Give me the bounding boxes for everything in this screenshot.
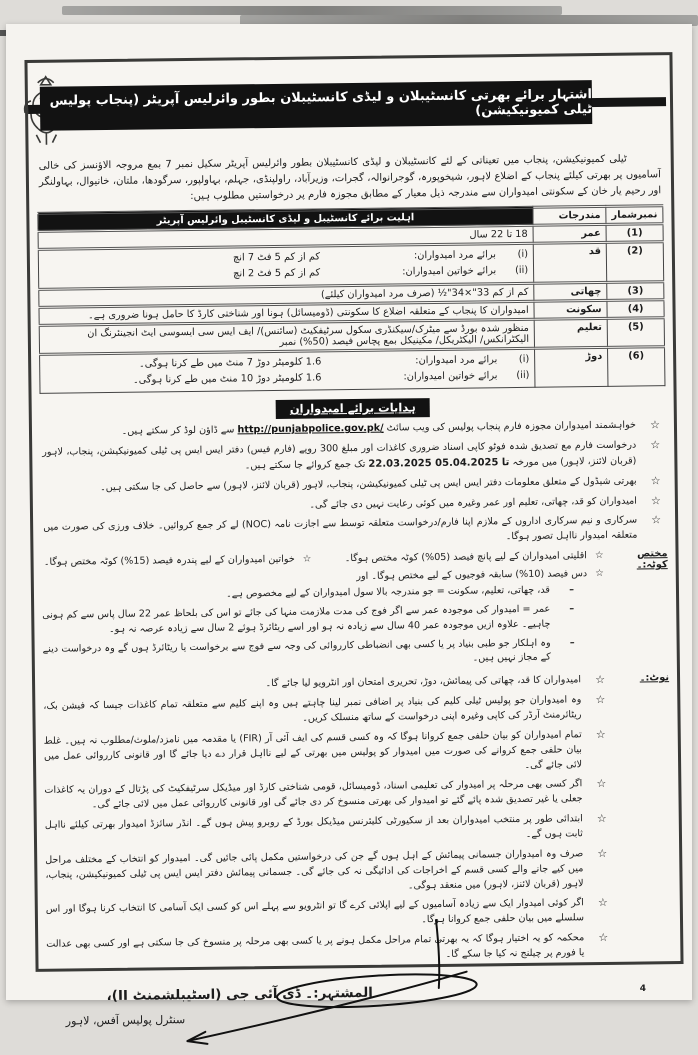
star-bullet-icon: ☆: [650, 493, 661, 507]
text-segment: خواہشمند امیدواران مجوزہ فارم پنجاب پولیس کی ویب سائٹ: [386, 419, 637, 434]
star-bullet-icon: ☆: [597, 896, 608, 910]
list-item: [42, 438, 660, 476]
page-number: 4: [639, 984, 646, 994]
instructions-heading: ہدایات برائے امیدواران: [276, 398, 430, 419]
star-bullet-icon: ☆: [650, 438, 661, 452]
quota-body: [42, 549, 605, 676]
star-bullet-icon: ☆: [598, 931, 609, 945]
row-label: چھاتی: [534, 282, 607, 301]
star-bullet-icon: ☆: [651, 513, 662, 527]
document-frame: [24, 52, 683, 1028]
text-segment: درخواست فارم مع تصدیق شدہ فوٹو کاپی اسناد ضروری کاغذات اور مبلغ 300 روپے (فارم فیس) دفتر ایس ایس پی ٹیلی کمیونیکیشن، پنجاب، لاہور (قربان لائنز، لاہور) میں مورخہ: [42, 439, 637, 468]
quota-dash-list: [42, 583, 575, 672]
sub-num: (i): [517, 248, 529, 260]
row-label: سکونت: [534, 300, 607, 319]
scanned-page: [6, 24, 692, 1028]
row-value: منظور شدہ بورڈ سے میٹرک/سیکنڈری سکول سرٹیفکیٹ (سائنس)/ ایف ایس سی ایسوسی ایٹ انجینئرنگ ان الیکٹرانکس/ الیکٹریکل/ مکینیکل بمع پچاس فیصد (50%) نمبر: [39, 319, 534, 354]
list-item: [43, 494, 661, 516]
note-section: [43, 672, 673, 972]
list-item: [42, 418, 660, 440]
list-item: [43, 474, 661, 496]
row-label: عمر: [533, 224, 606, 243]
row-num: (2): [606, 241, 663, 282]
row-label: تعلیم: [534, 318, 607, 348]
note-body: [43, 673, 609, 972]
sub-value: 1.6 کلومیٹر دوڑ 10 منٹ میں طے کرنا ہوگی۔: [132, 372, 322, 387]
star-bullet-icon: ☆: [650, 473, 661, 488]
dash-text: وہ اہلکار جو طبی بنیاد پر یا کسی بھی انضباطی کارروائی کی وجہ سے فوج سے برخواست یا ریٹائرڈ ہوں گے وہ درخواست دینے کے مجاز نہیں ہیں۔: [42, 637, 551, 664]
row-num: (5): [607, 318, 664, 348]
quota-women: [42, 553, 312, 571]
instructions-list: [40, 418, 667, 551]
note-text: ابتدائی طور پر منتخب امیدواران بعد از سکیورٹی کلیئرنس میڈیکل بورڈ کے روبرو پیش ہوں گے۔ انڈر سائزڈ امیدوار بھرتی کیلئے نااہل ثابت ہوں گے۔: [44, 813, 584, 840]
quota-text: خواتین امیدواران کے لیے پندرہ فیصد (15%) کوٹہ مختص ہوگا۔: [43, 553, 295, 568]
dash-text: قد، چھاتی، تعلیم، سکونت = جو مندرجہ بالا سول امیدواران کے لیے مخصوص ہے۔: [226, 584, 551, 600]
star-bullet-icon: ☆: [597, 846, 608, 860]
punjabpolice-website-link[interactable]: http://punjabpolice.gov.pk/: [237, 422, 384, 436]
sub-value: کم از کم 5 فٹ 2 انچ: [233, 267, 321, 280]
eligibility-table: [37, 204, 665, 394]
text-segment: سے ڈاؤن لوڈ کر سکتے ہیں۔: [121, 424, 235, 437]
text-segment: تک جمع کروائے جا سکتے ہیں۔: [244, 458, 366, 472]
dash-bullet-icon: –: [569, 636, 575, 648]
instruction-text: سرکاری و نیم سرکاری اداروں کے ملازم اپنا فارم/درخواست متعلقہ توسط سے اجازت نامہ (NOC) لے کر جمع کروائیں۔ خلاف ورزی کی صورت میں متعلقہ امیدوار نااہل تصور ہوگا۔: [43, 514, 638, 543]
row-value: کم از کم ‏33"×34"½‏ (صرف مرد امیدواران کیلئے): [39, 283, 534, 307]
table-row: [40, 347, 665, 394]
note-text: اگر کوئی امیدوار ایک سے زیادہ آسامیوں کے لیے اپلائی کرے گا تو انٹرویو سے پہلے اس کو کسی ایک آسامی کا انتخاب کرنا ہوگا اور اس سلسلے میں بیان حلفی جمع کروانا ہوگا۔: [45, 897, 585, 926]
star-bullet-icon: ☆: [302, 553, 312, 565]
col-serial: نمبرشمار: [606, 205, 663, 224]
star-bullet-icon: ☆: [595, 693, 606, 707]
advertisement-title: اشتہار برائے بھرتی کانسٹیبلان و لیڈی کانسٹیبلان بطور وائرلیس آپریٹر (پنجاب پولیس ٹیلی کمیونیکیشن): [40, 80, 592, 131]
list-item: [44, 777, 606, 814]
star-bullet-icon: ☆: [595, 567, 604, 579]
list-item: [45, 812, 607, 849]
instruction-text: بھرتی شیڈول کے متعلق معلومات دفتر ایس ایس پی ٹیلی کمیونیکیشن، پنجاب، لاہور (قربان لائنز، لاہور) سے حاصل کی جا سکتی ہیں۔: [100, 475, 637, 493]
advertiser-designation: المشتہر:۔ ڈی آئی جی (اسٹیبلشمنٹ II)،: [106, 984, 373, 1004]
instruction-text: [42, 439, 636, 477]
list-item: [44, 728, 607, 779]
sub-label: برائے خواتین امیدواران:: [403, 370, 498, 383]
quota-text: اقلیتی امیدواران کے لیے پانچ فیصد (05%) کوٹہ مختص ہوگا۔: [344, 550, 588, 565]
row-value: 18 تا 22 سال: [38, 225, 533, 249]
sub-label: برائے خواتین امیدواران:: [402, 265, 497, 278]
note-text: اگر کسی بھی مرحلہ پر امیدوار کی تعلیمی اسناد، ڈومیسائل، قومی شناختی کارڈ اور میڈیکل سرٹیفکیٹ کی پڑتال کے دوران یہ کاغذات جعلی یا غیر تصدیق شدہ پائے گئے تو امیدوار کی بھرتی منسوخ کر دی جائے گی اور قانونی کارروائی عمل میں لائی جائے گی۔: [44, 778, 583, 811]
list-item: [43, 693, 605, 730]
star-bullet-icon: ☆: [595, 727, 606, 741]
dash-text: عمر = امیدوار کی موجودہ عمر سے اگر فوج کی مدت ملازمت منہا کی جائے تو اس کی بلحاظ عمر 22 سال پاس سے کم ہونی چاہیے۔ علاوہ ازیں موجودہ عمر 40 سال سے زیادہ نہ ہو اور اسے ریٹائرڈ ہوئے 2 سال سے زیادہ عرصہ نہ ہو۔: [42, 603, 551, 635]
list-item: [43, 636, 575, 672]
star-bullet-icon: ☆: [596, 812, 607, 826]
sub-num: (i): [518, 353, 530, 365]
note-text: محکمہ کو یہ اختیار ہوگا کہ یہ بھرتی تمام مراحل مکمل ہونے پر یا کسی بھی مرحلہ پر منسوخ کی جا سکتی ہے اور کسی بھی عدالت یا فورم پر چیلنج نہ کیا جا سکے گا۔: [46, 932, 585, 960]
dash-bullet-icon: –: [569, 603, 575, 615]
submission-dates: 22.03.2025 تا 05.04.2025: [368, 456, 510, 470]
quota-section: [42, 548, 669, 676]
row-label: قد: [533, 242, 606, 283]
instructions-heading-wrap: [40, 393, 666, 422]
list-item: [45, 847, 608, 898]
quota-text: دس فیصد (10%) سابقہ فوجیوں کے لیے مختص ہوگا۔ اور: [356, 567, 588, 582]
list-item: [46, 896, 608, 933]
document-header: [36, 61, 663, 157]
note-text: صرف وہ امیدواران جسمانی پیمائش کے اہل ہوں گے جن کی درخواستیں مکمل پائی جائیں گی۔ امیدوار کو انتخاب کے مختلف مراحل میں کیے جانے والے کسی قسم کے اخراجات کی ادائیگی نہ کی جائے گی۔ جسمانی پیمائش دفتر ایس ایس پی ٹیلی کمیونیکیشن، پنجاب، لاہور (قربان لائنز، لاہور) میں منعقد ہوگی۔: [45, 848, 584, 891]
title-banner-wrap: [40, 80, 592, 131]
banner-rule-right: [588, 97, 666, 107]
intro-paragraph: [39, 151, 662, 207]
row-num: (1): [606, 223, 663, 242]
row-num: (4): [607, 300, 664, 319]
col-contents: مندرجات: [533, 206, 606, 225]
list-item: [42, 602, 574, 638]
sub-value: کم از کم 5 فٹ 7 انچ: [232, 250, 321, 264]
instruction-text: امیدواران کو قد، چھاتی، تعلیم اور عمر وغیرہ میں کوئی رعایت نہیں دی جائے گی۔: [309, 495, 637, 511]
list-item: [43, 514, 661, 551]
quota-minority: [311, 549, 603, 567]
quota-label: مختص کوٹہ:۔: [636, 548, 668, 571]
list-item: [46, 931, 608, 968]
scan-artifact-streak: [62, 6, 562, 15]
row-label: دوڑ: [535, 347, 608, 387]
sub-num: (ii): [515, 265, 529, 277]
star-bullet-icon: ☆: [596, 777, 607, 791]
row-num: (6): [608, 347, 665, 387]
sub-value: 1.6 کلومیٹر دوڑ 7 منٹ میں طے کرنا ہوگی۔: [138, 356, 322, 370]
row-value: امیدواران کا پنجاب کے متعلقہ اضلاع کا سکونتی (ڈومیسائل) ہونا اور شناختی کارڈ کا حامل ہونا ضروری ہے۔: [39, 301, 534, 325]
intro-text: ٹیلی کمیونیکیشن، پنجاب میں تعیناتی کے لئے کانسٹیبلان و لیڈی کانسٹیبلان بطور وائرلیس آپریٹر سکیل نمبر 7 بمع مروجہ الاؤنسز کی خالی آسامیوں پر بھرتی کیلئے پنجاب کے اضلاع لاہور، شیخوپورہ، گوجرانوالہ، گجرات، وزیرآباد، راولپنڈی، جہلم، بہاولپور، سرگودھا، ملتان، خانیوال، بہاولنگر اور رحیم یار خان کے سکونتی امیدواران سے مندرجہ ذیل معیار کے مطابق مجوزہ فارم پر درخواستیں مطلوب ہیں:: [38, 153, 662, 203]
sub-num: (ii): [516, 370, 530, 382]
note-text: امیدواران کا قد، چھاتی کی پیمائش، دوڑ، تحریری امتحان اور انٹرویو لیا جائے گا۔: [265, 674, 582, 690]
row-num: (3): [607, 282, 664, 301]
list-item: [43, 673, 605, 695]
star-bullet-icon: ☆: [650, 418, 661, 432]
star-bullet-icon: ☆: [595, 673, 606, 687]
note-text: وہ امیدواران جو پولیس ٹیلی کلیم کی بنیاد پر اضافی نمبر لینا چاہتے ہیں وہ اپنے کلیم سے متعلقہ تمام کاغذات جیسا کہ فیشن بک، ریٹائرمنٹ آرڈر کی کاپی وغیرہ اپنی درخواست کے ساتھ منسلک کریں۔: [43, 694, 582, 724]
instruction-text: [42, 419, 636, 441]
sub-label: برائے مرد امیدواران:: [415, 354, 498, 367]
col-eligibility: اہلیت برائے کانسٹیبل و لیڈی کانسٹیبل وائرلیس آپریٹر: [38, 207, 533, 231]
note-label: نوٹ:۔: [639, 672, 670, 684]
signature-block: [47, 967, 674, 1049]
star-bullet-icon: ☆: [594, 550, 604, 562]
sub-label: برائے مرد امیدواران:: [413, 248, 497, 261]
dash-bullet-icon: –: [569, 584, 575, 596]
note-text: تمام امیدواران کو بیان حلفی جمع کروانا ہوگا کہ وہ کسی قسم کی ایف آئی آر (FIR) یا مقدمہ میں نامزد/ملوث/مطلوب نہ ہیں۔ غلط بیان حلفی جمع کروانے کی صورت میں امیدوار کو پولیس میں بھرتی کے لیے نااہل قرار دے دیا جائے گا اور قانونی کارروائی عمل میں لائی جائے گی۔: [43, 729, 583, 771]
advertiser-office: سنٹرل پولیس آفس، لاہور: [65, 1012, 186, 1028]
